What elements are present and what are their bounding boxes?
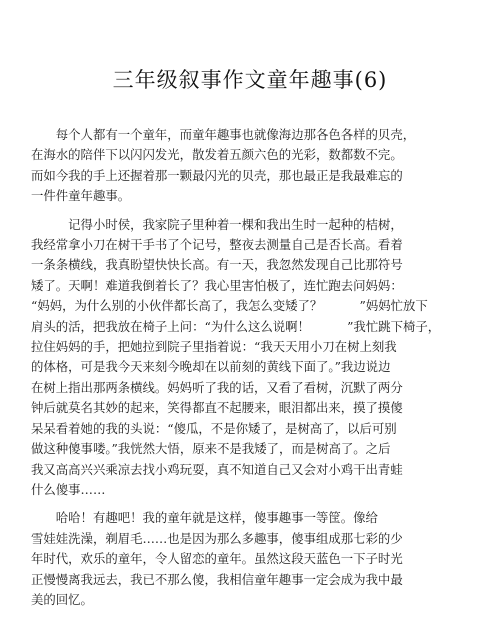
paragraph (31, 215, 471, 501)
text-line: 雪娃娃洗澡，剃眉毛……也是因为那么多趣事，傻事组成那七彩的少 (31, 530, 403, 546)
text-line: “妈妈，为什么别的小伙伴都长高了，我怎么变矮了？ ”妈妈忙放下 (31, 298, 428, 314)
text-line: 的体格，可是我今天来刻今晚却在以前刻的黄线下面了。”我边说边 (31, 359, 391, 375)
paragraph (31, 508, 471, 610)
text-line: 拉住妈妈的手，把她拉到院子里指着说：“我天天用小刀在树上刻我 (31, 339, 397, 355)
document-title: 三年级叙事作文童年趣事(6) (112, 68, 388, 92)
text-line: 每个人都有一个童年，而童年趣事也就像海边那各色各样的贝壳， (31, 127, 416, 142)
text-line: 哈哈！有趣吧！我的童年就是这样，傻事趣事一等筐。像给 (31, 510, 378, 526)
text-line: 正慢慢离我远去，我已不那么傻，我相信童年趣事一定会成为我中最 (31, 571, 403, 587)
text-line: 钟后就莫名其妙的起来，笑得都直不起腰来，眼泪都出来，摸了摸傻 (31, 400, 403, 416)
text-line: 美的回忆。 (31, 591, 93, 607)
text-line: 记得小时侯，我家院子里种着一棵和我出生时一起种的桔树， (31, 216, 403, 232)
text-line: 年时代，欢乐的童年，令人留恋的童年。虽然这段天蓝色一下子时光 (31, 551, 403, 567)
text-line: 在树上指出那两条横线。妈妈听了我的话，又看了看树，沉默了两分 (31, 379, 403, 395)
text-line: 我又高高兴兴乘凉去找小鸡玩耍，真不知道自己又会对小鸡干出青蛙 (31, 461, 403, 477)
text-line: 在海水的陪伴下以闪闪发光，散发着五颜六色的光彩，数都数不完。 (31, 147, 403, 163)
text-line: 什么傻事…… (31, 481, 106, 497)
text-line: 肩头的活，把我放在椅子上问：“为什么这么说啊！ ”我忙跳下椅子， (31, 318, 441, 334)
text-line: 呆呆看着她的我的头说：“傻瓜，不是你矮了，是树高了，以后可别 (31, 420, 397, 436)
text-line: 而如今我的手上还握着那一颗最闪光的贝壳，那也最正是我最难忘的 (31, 167, 403, 183)
document-body (31, 125, 471, 618)
text-line: 一件件童年趣事。 (31, 188, 131, 204)
paragraph (31, 125, 471, 207)
text-line: 矮了。天啊！难道我倒着长了？我心里害怕极了，连忙跑去问妈妈： (31, 277, 403, 293)
text-line: 一条条横线，我真盼望快快长高。有一天，我忽然发现自己比那符号 (31, 257, 403, 273)
text-line: 做这种傻事喽。”我恍然大悟，原来不是我矮了，而是树高了。之后 (31, 441, 391, 457)
text-line: 我经常拿小刀在树干手书了个记号，整夜去测量自己是否长高。看着 (31, 237, 403, 253)
